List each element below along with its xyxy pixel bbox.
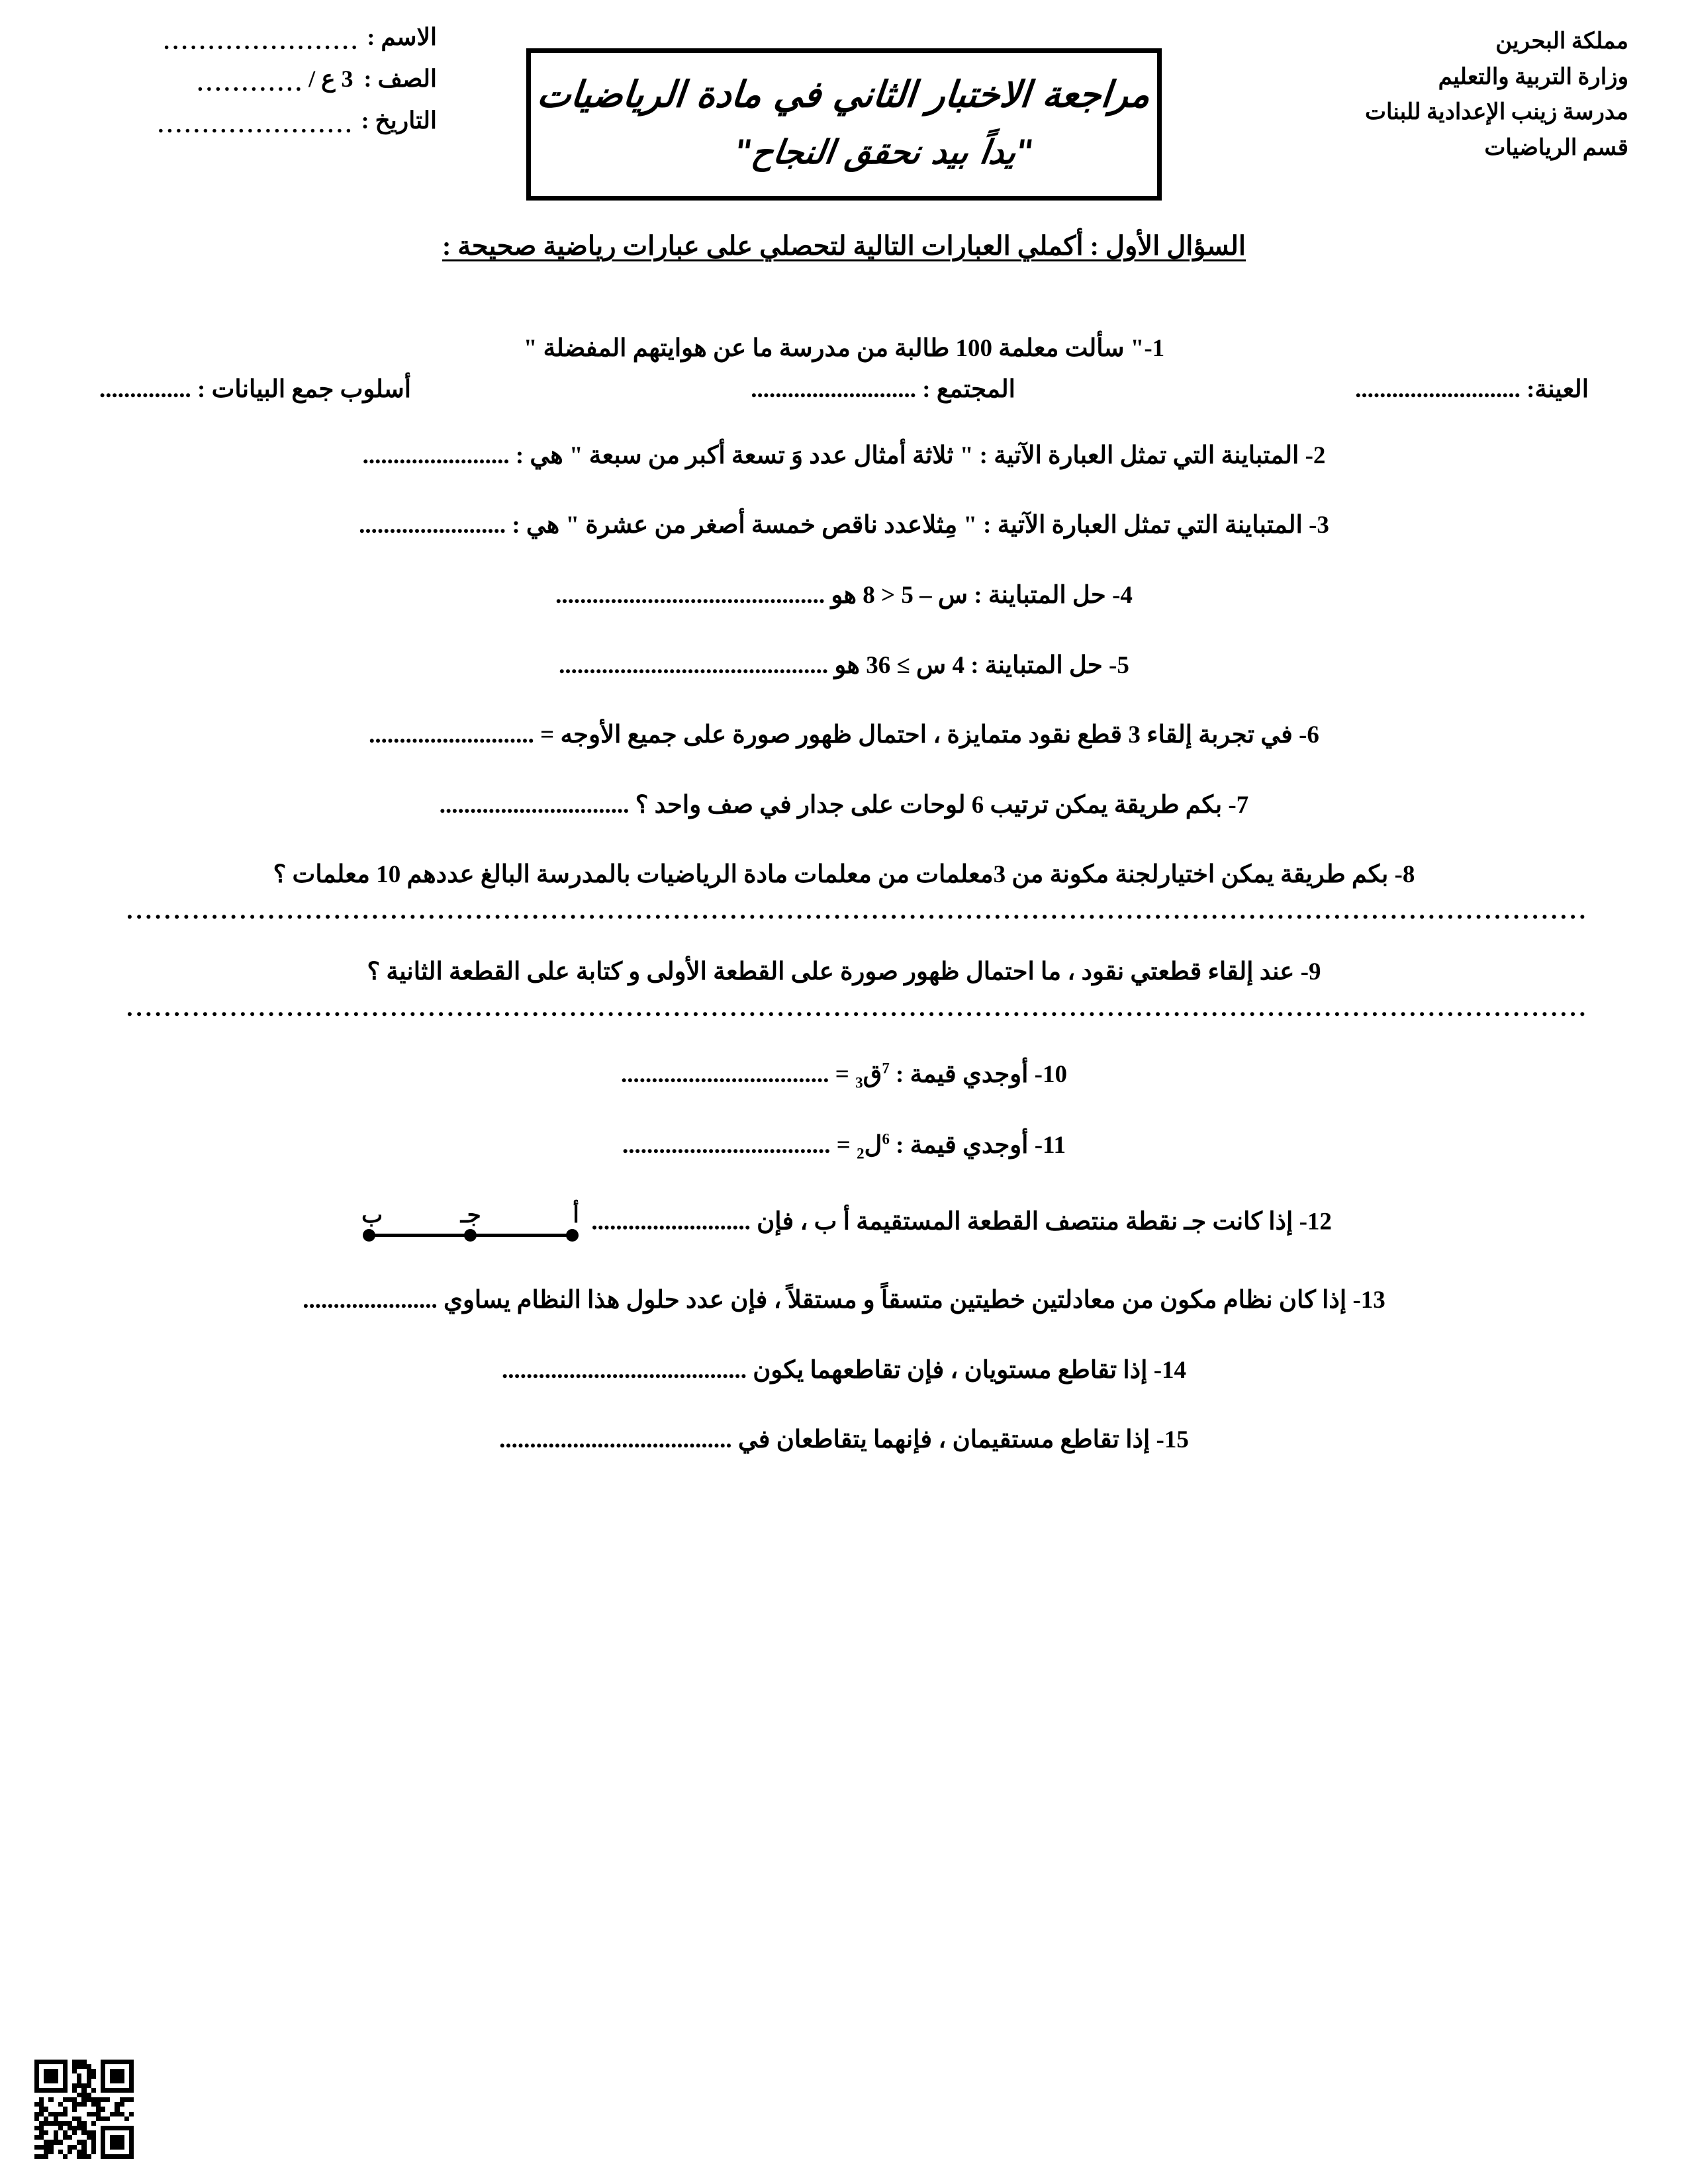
question-item [99,1283,1589,1318]
section-heading [0,230,1688,261]
q10-answer-input[interactable]: .................................. [621,1060,829,1088]
q15-answer-input[interactable]: ...................................... [499,1426,732,1454]
question-item [99,438,1589,474]
org-line-department: قسم الرياضيات [1484,136,1628,161]
q10-comb-superscript: 7 [882,1060,890,1077]
q8-number: 8- [1394,861,1415,889]
qr-code-grid [34,2060,134,2159]
question-item [99,1353,1589,1388]
q15-number: 15- [1156,1426,1189,1454]
q12-statement [99,1199,1589,1248]
worksheet-title: مراجعة الاختبار الثاني في مادة الرياضيات [535,71,1153,116]
q7-number: 7- [1228,791,1249,819]
q3-statement [99,508,1589,543]
q8-statement [99,857,1589,893]
question-item [99,1422,1589,1458]
q9-number: 9- [1300,958,1321,986]
q13-statement [99,1283,1589,1318]
q9-text: عند إلقاء قطعتي نقود ، ما احتمال ظهور صورة على القطعة الأولى و كتابة على القطعة الثانية ؟ [367,958,1295,986]
questions-list [99,331,1589,1492]
q5-text: حل المتباينة : 4 س ≥ 36 هو [834,651,1103,679]
question-item [99,1199,1589,1248]
q1-sub-method-input[interactable]: ............... [99,375,191,403]
page-header [0,19,1688,217]
q1-sub-method-label: أسلوب جمع البيانات : [197,375,412,403]
student-info-fields [26,25,437,150]
q1-subfields [99,375,1589,404]
q1-sub-sample-input[interactable]: ........................... [1355,375,1521,403]
q3-number: 3- [1309,512,1329,539]
date-field-label: التاريخ : [361,107,437,134]
segment-label-a: أ [573,1203,579,1228]
q13-answer-input[interactable]: ...................... [303,1287,438,1314]
line-segment-diagram [361,1199,580,1248]
section-heading-text: السؤال الأول : أكملي العبارات التالية لتحصلي على عبارات رياضية صحيحة : [442,231,1246,261]
name-field-label: الاسم : [367,24,437,50]
q9-statement [99,954,1589,990]
q5-number: 5- [1109,651,1129,679]
q10-statement [99,1057,1589,1094]
question-item [99,788,1589,823]
q3-text: المتباينة التي تمثل العبارة الآتية : " مِثلاعدد ناقص خمسة أصغر من عشرة " هي : [512,512,1303,539]
q2-number: 2- [1305,441,1326,469]
qr-code [34,2060,134,2159]
field-row-name [26,24,437,54]
q7-text: بكم طريقة يمكن ترتيب 6 لوحات على جدار في صف واحد ؟ [635,791,1223,819]
question-item [99,1128,1589,1165]
segment-label-c: جـ [460,1203,481,1228]
q10-number: 10- [1034,1060,1067,1088]
q1-sub-sample [1355,375,1589,404]
q4-answer-input[interactable]: ............................................ [555,581,825,609]
segment-dot-a [566,1229,579,1242]
q2-statement [99,438,1589,474]
q8-text: بكم طريقة يمكن اختيارلجنة مكونة من 3معلمات من معلمات مادة الرياضيات بالمدرسة البالغ عددهم 10 معلمات ؟ [273,861,1389,889]
q6-text: في تجربة إلقاء 3 قطع نقود متمايزة ، احتمال ظهور صورة على جميع الأوجه = [540,721,1293,749]
q1-sub-population-input[interactable]: ........................... [751,375,917,403]
segment-label-b: ب [361,1203,383,1228]
q14-text: إذا تقاطع مستويان ، فإن تقاطعهما يكون [753,1356,1148,1384]
q3-answer-input[interactable]: ........................ [359,512,506,539]
q6-statement [99,717,1589,753]
question-item [99,857,1589,925]
question-item [99,508,1589,543]
q5-answer-input[interactable]: ............................................ [559,651,829,679]
date-field-input[interactable]: ...................... [158,113,355,138]
q11-comb-superscript: 6 [882,1131,890,1148]
q11-comb-letter: ل [864,1132,882,1160]
field-row-class [26,66,437,96]
worksheet-motto: "يداً بيد نحقق النجاح" [731,132,1036,171]
class-field-value: 3 ع / [308,66,353,92]
school-identification-block [1365,24,1628,166]
q13-number: 13- [1352,1287,1385,1314]
q15-text: إذا تقاطع مستقيمان ، فإنهما يتقاطعان في [737,1426,1150,1454]
q10-comb-subscript: 3 [855,1074,863,1091]
question-item [99,648,1589,684]
q1-number: 1- [1144,335,1165,362]
q11-statement [99,1128,1589,1165]
q5-statement [99,648,1589,684]
q1-sub-method [99,375,411,404]
q1-sub-population-label: المجتمع : [922,375,1015,403]
question-item [99,1057,1589,1094]
question-item [99,954,1589,1023]
q4-text: حل المتباينة : س – 5 < 8 هو [831,581,1106,609]
q4-number: 4- [1112,581,1133,609]
q12-number: 12- [1299,1208,1332,1236]
q1-text: " سألت معلمة 100 طالبة من مدرسة ما عن هوايتهم المفضلة " [523,335,1145,362]
q8-answer-input[interactable]: ........................................................................................................................................................... [126,897,1589,925]
q7-statement [99,788,1589,823]
q2-text: المتباينة التي تمثل العبارة الآتية : " ثلاثة أمثال عدد وَ تسعة أكبر من سبعة " هي : [515,441,1299,469]
title-box [526,48,1162,201]
org-line-country: مملكة البحرين [1495,29,1628,54]
segment-point-labels [361,1199,580,1228]
q6-answer-input[interactable]: ........................... [369,721,534,749]
segment-dot-c [464,1229,477,1242]
q15-statement [99,1422,1589,1458]
class-field-label: الصف : [363,66,437,92]
q2-answer-input[interactable]: ........................ [362,441,510,469]
q9-answer-input[interactable]: ........................................................................................................................................................... [126,994,1589,1022]
segment-dot-b [363,1229,375,1242]
q10-text-before: أوجدي قيمة : [896,1060,1029,1088]
question-item [99,717,1589,753]
q1-sub-population [751,375,1015,404]
class-field-input[interactable]: ............ [197,71,305,96]
question-item [99,331,1589,404]
q1-statement [99,331,1589,367]
q14-number: 14- [1153,1356,1187,1384]
q4-statement [99,578,1589,614]
q1-sub-sample-label: العينة: [1526,375,1589,403]
q11-answer-input[interactable]: .................................. [622,1132,831,1160]
q7-answer-input[interactable]: ............................... [439,791,630,819]
q14-answer-input[interactable]: ........................................ [501,1356,747,1384]
q11-equals-sign: = [836,1132,851,1160]
q13-text: إذا كان نظام مكون من معادلتين خطيتين متسقاً و مستقلاً ، فإن عدد حلول هذا النظام يساوي [443,1287,1347,1314]
q12-text: إذا كانت جـ نقطة منتصف القطعة المستقيمة أ ب ، فإن [757,1208,1293,1236]
q14-statement [99,1353,1589,1388]
name-field-input[interactable]: ...................... [164,30,361,54]
org-line-school: مدرسة زينب الإعدادية للبنات [1365,100,1628,125]
org-line-ministry: وزارة التربية والتعليم [1438,64,1628,89]
q10-combination-notation [849,1060,890,1091]
q10-equals-sign: = [835,1060,849,1088]
q6-number: 6- [1299,721,1319,749]
q12-answer-input[interactable]: .......................... [591,1208,751,1236]
q11-text-before: أوجدي قيمة : [896,1132,1029,1160]
q10-comb-letter: ق [863,1060,882,1088]
field-row-date [26,107,437,138]
q11-number: 11- [1034,1132,1066,1160]
q11-permutation-notation [851,1131,890,1162]
q11-comb-subscript: 2 [857,1145,865,1162]
question-item [99,578,1589,614]
